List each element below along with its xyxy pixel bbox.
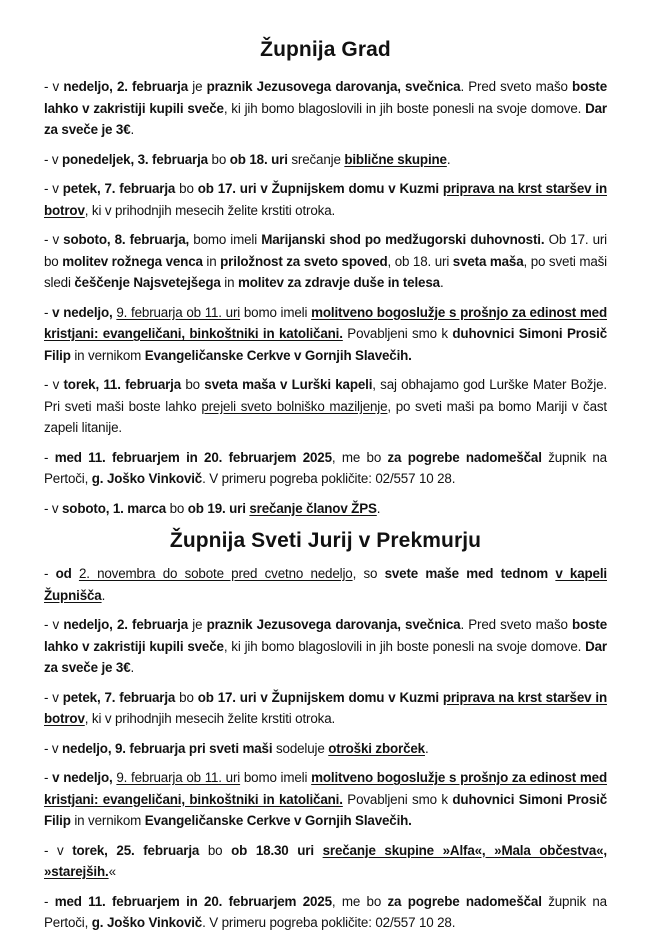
body-text: . bbox=[446, 151, 451, 167]
body-text: . bbox=[130, 660, 135, 675]
emphasis-text: molitev rožnega venca bbox=[62, 253, 203, 269]
body-text: je bbox=[188, 79, 207, 94]
announcement-item bbox=[44, 149, 607, 171]
emphasis-text: ob 17. uri v Župnijskem domu v Kuzmi bbox=[197, 689, 439, 705]
emphasis-text: Dar za sveče je 3€ bbox=[44, 638, 607, 675]
body-text: - v bbox=[44, 181, 63, 196]
section-title-grad: Župnija Grad bbox=[260, 38, 391, 61]
emphasis-text: torek, 25. februarja bbox=[72, 842, 200, 858]
announcement-item bbox=[44, 498, 607, 520]
body-text: . Pred sveto mašo bbox=[460, 79, 573, 94]
body-text: - v bbox=[44, 842, 73, 858]
emphasis-text: srečanje skupine »Alfa«, »Mala občestva«, »starejših. bbox=[44, 842, 608, 879]
body-text: Povabljeni smo k bbox=[342, 791, 453, 807]
body-text: in vernikom bbox=[70, 347, 145, 363]
body-text: in bbox=[220, 275, 238, 290]
body-text: - v bbox=[44, 689, 63, 705]
body-text: . bbox=[424, 740, 429, 756]
body-text: in bbox=[202, 253, 221, 269]
body-text: - bbox=[44, 449, 55, 465]
emphasis-text: g. Joško Vinkovič bbox=[91, 471, 203, 486]
emphasis-text: g. Joško Vinkovič bbox=[91, 915, 203, 930]
emphasis-text: torek, 11. februarja bbox=[63, 377, 182, 392]
emphasis-text: ob 19. uri bbox=[187, 500, 246, 516]
emphasis-text: ponedeljek, 3. februarja bbox=[62, 151, 208, 167]
body-text: , po sveti maši pa bomo Mariji v čast zapeli litanije. bbox=[44, 398, 607, 435]
body-text: - v bbox=[44, 740, 62, 756]
emphasis-text: soboto, 8. februarja, bbox=[63, 232, 190, 247]
emphasis-text: v kapeli Župnišča bbox=[44, 566, 607, 603]
emphasis-text: praznik Jezusovega darovanja, svečnica bbox=[206, 79, 461, 94]
body-text: - bbox=[44, 893, 55, 909]
body-text: bo bbox=[199, 842, 232, 858]
body-text: , me bo bbox=[331, 893, 388, 909]
body-text: . bbox=[376, 500, 381, 516]
emphasis-text: priložnost za sveto spoved bbox=[220, 253, 388, 269]
emphasis-text: med 11. februarjem in 20. februarjem 2025 bbox=[54, 449, 332, 465]
body-text: . V primeru pogreba pokličite: 02/557 10 28. bbox=[202, 915, 456, 930]
body-text: bomo imeli bbox=[189, 232, 262, 247]
body-text: . Pred sveto mašo bbox=[460, 617, 573, 632]
section-title-sveti-jurij: Župnija Sveti Jurij v Prekmurju bbox=[169, 529, 482, 552]
body-text: - v bbox=[44, 617, 64, 632]
body-text: - v bbox=[44, 151, 62, 167]
emphasis-text: priprava na krst staršev in botrov bbox=[44, 689, 607, 726]
emphasis-text: petek, 7. februarja bbox=[62, 181, 176, 196]
body-text: bo bbox=[175, 689, 198, 705]
announcement-item bbox=[44, 178, 607, 221]
body-text: 2. novembra do sobote pred cvetno nedeljo bbox=[78, 566, 353, 581]
body-text: , ki jih bomo blagoslovili in jih boste ponesli na svoje domove. bbox=[223, 100, 586, 116]
emphasis-text: otroški zborček bbox=[328, 740, 425, 756]
body-text: - bbox=[44, 566, 56, 581]
body-text: , ki jih bomo blagoslovili in jih boste ponesli na svoje domove. bbox=[223, 638, 586, 654]
body-text: sodeluje bbox=[272, 740, 329, 756]
emphasis-text: Evangeličanske Cerkve v Gornjih Slavečih. bbox=[144, 347, 412, 363]
announcement-item bbox=[44, 767, 607, 832]
emphasis-text: biblične skupine bbox=[344, 151, 447, 167]
emphasis-text: od bbox=[55, 566, 72, 581]
emphasis-text: molitev za zdravje duše in telesa bbox=[237, 275, 440, 290]
body-text: . bbox=[439, 275, 444, 290]
emphasis-text: duhovnici Simoni Prosič Filip bbox=[44, 326, 607, 363]
body-text: bomo imeli bbox=[240, 770, 312, 785]
emphasis-text: sveta maša v Lurški kapeli bbox=[204, 377, 373, 392]
emphasis-text: praznik Jezusovega darovanja, svečnica bbox=[206, 617, 461, 632]
emphasis-text: boste lahko v zakristiji kupili sveče bbox=[44, 617, 608, 654]
body-text: « bbox=[108, 864, 116, 879]
body-text: 9. februarja ob 11. uri bbox=[116, 770, 241, 785]
announcement-item bbox=[44, 229, 607, 294]
body-text: , ki v prihodnjih mesecih želite krstiti otroka. bbox=[84, 202, 336, 218]
announcement-item bbox=[44, 302, 607, 367]
announcement-item bbox=[44, 687, 607, 730]
emphasis-text: svete maše med tednom bbox=[384, 566, 549, 581]
emphasis-text: za pogrebe nadomeščal bbox=[387, 449, 542, 465]
body-text: , ki v prihodnjih mesecih želite krstiti otroka. bbox=[84, 711, 336, 726]
body-text: - v bbox=[44, 500, 62, 516]
announcement-item bbox=[44, 891, 607, 934]
body-text: - v bbox=[44, 79, 64, 94]
emphasis-text: v nedeljo, bbox=[52, 304, 117, 320]
body-text: bomo imeli bbox=[240, 304, 312, 320]
body-text: Povabljeni smo k bbox=[342, 326, 453, 341]
body-text: župnik na Pertoči, bbox=[44, 449, 607, 486]
emphasis-text: med 11. februarjem in 20. februarjem 2025 bbox=[54, 893, 332, 909]
emphasis-text: ob 18.30 uri bbox=[231, 842, 314, 858]
body-text: . bbox=[101, 587, 106, 603]
announcement-item bbox=[44, 563, 607, 606]
announcement-item bbox=[44, 76, 607, 141]
body-text: je bbox=[188, 617, 207, 632]
emphasis-text: boste lahko v zakristiji kupili sveče bbox=[44, 79, 608, 116]
body-text: prejeli sveto bolniško maziljenje bbox=[201, 398, 388, 414]
emphasis-text: za pogrebe nadomeščal bbox=[387, 893, 542, 909]
body-text: - bbox=[44, 304, 53, 320]
body-text: , saj obhajamo god Lurške Mater Božje. Pri sveti maši boste lahko bbox=[44, 377, 607, 414]
emphasis-text: češčenje Najsvetejšega bbox=[74, 275, 221, 290]
emphasis-text: Dar za sveče je 3€ bbox=[44, 100, 607, 137]
emphasis-text: Marijanski shod po medžugorski duhovnosti. bbox=[261, 232, 545, 247]
announcement-item bbox=[44, 840, 607, 883]
emphasis-text: duhovnici Simoni Prosič Filip bbox=[44, 791, 607, 828]
emphasis-text: srečanje članov ŽPS bbox=[249, 500, 377, 516]
announcement-item bbox=[44, 447, 607, 490]
body-text: - bbox=[44, 770, 53, 785]
emphasis-text: molitveno bogoslužje s prošnjo za edinost med kristjani: evangeličani, binkoštniki in katoličani. bbox=[44, 770, 607, 807]
body-text: župnik na Pertoči, bbox=[44, 893, 607, 930]
body-text bbox=[314, 843, 323, 858]
announcement-item bbox=[44, 614, 607, 679]
body-text: bo bbox=[181, 377, 205, 392]
emphasis-text: ob 18. uri bbox=[229, 151, 288, 167]
body-text: , so bbox=[352, 566, 385, 581]
body-text: - v bbox=[44, 232, 64, 247]
body-text: , me bo bbox=[331, 449, 388, 465]
body-text: bo bbox=[166, 500, 188, 516]
body-text: in vernikom bbox=[70, 813, 145, 828]
body-text: , po sveti maši sledi bbox=[44, 253, 607, 290]
body-text: bo bbox=[207, 151, 230, 167]
emphasis-text: soboto, 1. marca bbox=[62, 500, 167, 516]
emphasis-text: ob 17. uri v Župnijskem domu v Kuzmi bbox=[197, 181, 439, 196]
emphasis-text: priprava na krst staršev in botrov bbox=[44, 181, 607, 218]
emphasis-text: nedeljo, 2. februarja bbox=[63, 79, 189, 94]
emphasis-text: sveta maša bbox=[452, 253, 524, 269]
emphasis-text: molitveno bogoslužje s prošnjo za edinost med kristjani: evangeličani, binkoštniki in katoličani. bbox=[44, 304, 607, 341]
body-text: , ob 18. uri bbox=[387, 253, 453, 269]
body-text: Ob 17. uri bo bbox=[44, 232, 608, 269]
announcement-item bbox=[44, 738, 607, 760]
announcement-list-grad bbox=[0, 76, 651, 519]
emphasis-text: nedeljo, 9. februarja pri sveti maši bbox=[62, 740, 273, 756]
announcement-item bbox=[44, 374, 607, 439]
body-text: . bbox=[130, 122, 135, 137]
emphasis-text: petek, 7. februarja bbox=[62, 689, 176, 705]
body-text: - v bbox=[44, 377, 64, 392]
body-text: bo bbox=[175, 181, 198, 196]
emphasis-text: Evangeličanske Cerkve v Gornjih Slavečih. bbox=[144, 813, 412, 828]
body-text: 9. februarja ob 11. uri bbox=[116, 304, 241, 320]
body-text bbox=[72, 566, 79, 581]
body-text: srečanje bbox=[287, 151, 345, 167]
announcement-list-sveti-jurij bbox=[0, 563, 651, 934]
emphasis-text: nedeljo, 2. februarja bbox=[63, 617, 189, 632]
emphasis-text: v nedeljo, bbox=[52, 770, 117, 785]
body-text: . V primeru pogreba pokličite: 02/557 10 28. bbox=[202, 471, 456, 486]
